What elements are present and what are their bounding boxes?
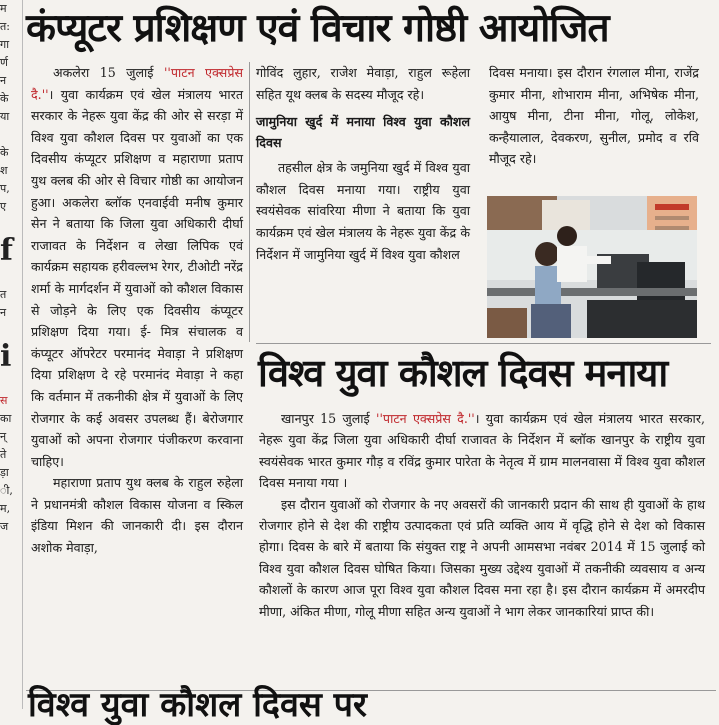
- strip-text: [0, 216, 20, 234]
- article1-col1-para-2: महाराणा प्रताप युथ क्लब के राहुल रुहेला ने प्रधानमंत्री कौशल विकास योजना व स्किल इंडिया मिशन की जानकारी दी। इस दौरान अशोक मेवाड़ा,: [31, 475, 243, 556]
- article1-column-2: [256, 62, 470, 265]
- dateline: अकलेरा 15 जुलाई: [53, 65, 164, 80]
- article1-col1-para-1: [31, 62, 243, 472]
- strip-text: [0, 126, 20, 144]
- source-credit: ''पाटन एक्सप्रेस दै.'': [31, 65, 244, 102]
- strip-text: [0, 322, 20, 340]
- strip-text: गा: [0, 38, 10, 51]
- strip-text: म,: [0, 502, 11, 515]
- strip-text: के: [0, 92, 9, 105]
- adjacent-column-strip: [0, 0, 23, 709]
- strip-text: के: [0, 146, 9, 159]
- strip-text: म: [0, 2, 7, 15]
- article2-headline: विश्व युवा कौशल दिवस मनाया: [258, 351, 668, 395]
- source-credit: ''पाटन एक्सप्रेस दै.'': [376, 411, 475, 426]
- body-text: । युवा कार्यक्रम एवं खेल मंत्रालय भारत सरकार, नेहरू युवा केंद्र जिला युवा अधिकारी दीर्घा राजावत के निर्देशन में ब्लॉक खानपुर के राष्ट्रीय युवा स्वयंसेवक भारत कुमार गौड़ व रविंद्र कुमार पारेता के नेतृत्व में ग्राम मालनवासा में विश्व युवा कौशल दिवस मनाया गया ।: [259, 411, 705, 491]
- article2-para-2: इस दौरान युवाओं को रोजगार के नए अवसरों की जानकारी प्रदान की साथ ही युवाओं के हाथ रोजगार होने से देश की राष्ट्रीय उत्पादकता एवं प्रति व्यक्ति आय में वृद्धि होने से देश को विकास होगा। दिवस के बारे में बताया कि संयुक्त राष्ट्र ने अपनी आमसभा नवंबर 2014 में 15 जुलाई को विश्व युवा कौशल दिवस घोषित किया। जिसका मुख्य उद्देश्य युवाओं में तकनीकी व्यवसाय व अन्य कौशलों के कारण आज पूरा विश्व युवा कौशल दिवस मना रहा है। इस दौरान कार्यक्रम में अमरदीप मीणा, अंकित मीणा, गोलू मीणा सहित अन्य युवाओं ने भाग लेकर जानकारियां प्राप्त की।: [259, 496, 705, 619]
- article1-column-3: [489, 62, 699, 194]
- strip-text: ते: [0, 448, 7, 461]
- strip-text: [0, 268, 20, 286]
- article1-subheading: जामुनिया खुर्द में मनाया विश्व युवा कौशल दिवस: [256, 114, 470, 151]
- strip-text: ज: [0, 520, 9, 533]
- strip-text: त:: [0, 20, 10, 33]
- strip-text: न: [0, 74, 7, 87]
- strip-text: र्ण: [0, 56, 8, 69]
- dateline: खानपुर 15 जुलाई: [281, 411, 376, 426]
- section-rule: [256, 343, 711, 344]
- article-photo: [487, 196, 697, 338]
- article1-column-1: [31, 62, 243, 559]
- article1-headline: कंप्यूटर प्रशिक्षण एवं विचार गोष्ठी आयोजित: [26, 6, 609, 51]
- strip-text: i: [0, 339, 12, 374]
- strip-text: श: [0, 164, 8, 177]
- strip-text: प,: [0, 182, 10, 195]
- strip-text: [0, 374, 20, 392]
- photo-computer-training-scene: [487, 196, 697, 338]
- article1-col2-para-1: गोविंद लुहार, राजेश मेवाड़ा, राहुल रूहेला सहित यूथ क्लब के सदस्य मौजूद रहे।: [256, 65, 470, 102]
- strip-text: ड़ा: [0, 466, 9, 479]
- strip-text: का: [0, 412, 12, 425]
- strip-text: स: [0, 394, 8, 407]
- strip-text: न: [0, 306, 7, 319]
- article1-col3-para-1: दिवस मनाया। इस दौरान रंगलाल मीना, राजेंद्र कुमार मीना, शोभाराम मीना, अभिषेक मीना, आयुष मीना, टीना मीना, गोलू, लोकेश, कन्हैयालाल, देवकरण, सुनील, प्रमोद व रवि मौजूद रहे।: [489, 65, 699, 167]
- article2-body: [259, 408, 705, 622]
- article1-col2-para-2: तहसील क्षेत्र के जमुनिया खुर्द में विश्व युवा कौशल दिवस मनाया गया। राष्ट्रीय युवा स्वयंसेवक सांवरिया मीणा ने बताया कि युवा कार्यक्रम एवं खेल मंत्रालय के नेहरू युवा केंद्र के निर्देशन में जामुनिया खुर्द में विश्व युवा कौशल: [256, 160, 470, 262]
- strip-text: त: [0, 288, 7, 301]
- body-text: । युवा कार्यक्रम एवं खेल मंत्रालय भारत सरकार के नेहरू युवा केंद्र की ओर से सरड़ा में विश्व युवा कौशल दिवस पर युवाओं का एक दिवसीय कंप्यूटर प्रशिक्षण व महाराणा प्रताप युथ क्लब की ओर से विचार गोष्ठी का आयोजन हुआ। अकलेरा ब्लॉक एनवाईवी मनीष कुमार सेन ने बताया कि जिला युवा अधिकारी दीर्घा राजावत के निर्देशन व लेखा लिपिक एवं कार्यक्रम सहायक हरीवल्लभ रेगर, टीओटी नरेंद्र शर्मा के मार्गदर्शन में युवाओं को कौशल विकास से जोड़ने के लिए एक दिवसीय कंप्यूटर प्रशिक्षण दिया गया। ई- मित्र संचालक व कंप्यूटर ऑपरेटर परमानंद मेवाड़ा ने प्रशिक्षण दिया प्रशिक्षण दे रहे परमानंद मेवाड़ा ने कहा कि वर्तमान में तकनीकी क्षेत्र में युवाओं के लिए रोजगार के कई अवसर उपलब्ध हैं। बेरोजगार युवाओं को अपना रोजगार पंजीकरण करवाना चाहिए।: [31, 86, 243, 469]
- next-article-headline: विश्व युवा कौशल दिवस पर: [28, 685, 367, 725]
- article2-para-1: [259, 408, 705, 494]
- strip-text: f: [0, 233, 13, 268]
- column-divider: [249, 62, 250, 342]
- next-article-headline-cut: [28, 685, 718, 725]
- strip-text: न्: [0, 430, 7, 443]
- strip-text: ए: [0, 200, 7, 213]
- strip-text: या: [0, 110, 10, 123]
- strip-text: ी,: [0, 484, 13, 497]
